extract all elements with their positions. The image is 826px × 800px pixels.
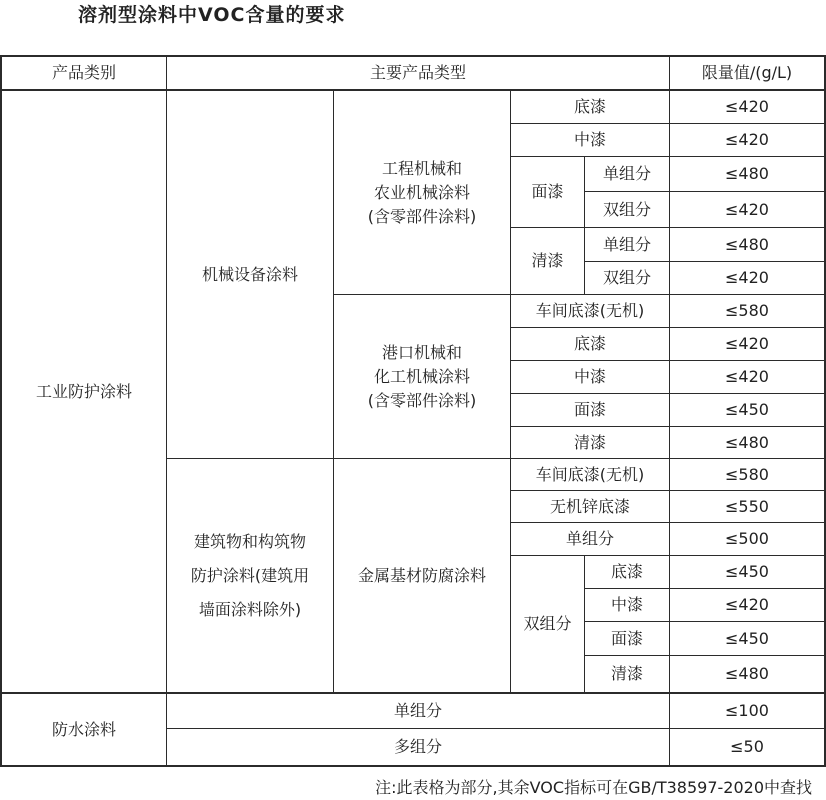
eng-topcoat-one-limit: ≤480 bbox=[725, 164, 769, 183]
building-line3: 墙面涂料除外) bbox=[198, 599, 302, 619]
eng-clear-one: 单组分 bbox=[602, 234, 651, 254]
eng-clear-one-limit: ≤480 bbox=[725, 234, 769, 254]
port-topcoat-limit: ≤450 bbox=[725, 400, 769, 419]
metal-shop-primer-limit: ≤580 bbox=[725, 464, 769, 484]
metal-two-mid: 中漆 bbox=[610, 595, 643, 614]
header-category: 产品类别 bbox=[51, 63, 116, 82]
port-machinery-line1: 港口机械和 bbox=[381, 342, 462, 362]
port-machinery-line3: (含零部件涂料) bbox=[367, 390, 477, 410]
waterproof-one-component: 单组分 bbox=[393, 701, 442, 720]
port-topcoat: 面漆 bbox=[573, 400, 606, 419]
metal-anticorrosion: 金属基材防腐涂料 bbox=[357, 565, 486, 585]
eng-primer: 底漆 bbox=[573, 97, 606, 116]
waterproof-one-component-limit: ≤100 bbox=[725, 701, 769, 720]
eng-clear-two-limit: ≤420 bbox=[725, 268, 769, 287]
metal-zinc-primer-limit: ≤550 bbox=[725, 496, 769, 516]
eng-clear-two: 双组分 bbox=[602, 268, 651, 287]
building-line2: 防护涂料(建筑用 bbox=[190, 565, 310, 585]
port-shop-primer: 车间底漆(无机) bbox=[535, 301, 645, 320]
metal-one-component-limit: ≤500 bbox=[725, 529, 769, 548]
port-primer: 底漆 bbox=[573, 334, 606, 353]
eng-topcoat-two: 双组分 bbox=[602, 199, 651, 219]
metal-zinc-primer: 无机锌底漆 bbox=[549, 496, 630, 516]
eng-topcoat-two-limit: ≤420 bbox=[725, 199, 769, 219]
table-line bbox=[0, 765, 826, 767]
metal-shop-primer: 车间底漆(无机) bbox=[535, 464, 645, 484]
metal-two-mid-limit: ≤420 bbox=[725, 595, 769, 614]
eng-primer-limit: ≤420 bbox=[725, 97, 769, 116]
port-shop-primer-limit: ≤580 bbox=[725, 301, 769, 320]
eng-mid-limit: ≤420 bbox=[725, 130, 769, 149]
waterproof-multi-component: 多组分 bbox=[393, 737, 442, 756]
eng-machinery-line1: 工程机械和 bbox=[381, 158, 462, 178]
metal-one-component: 单组分 bbox=[565, 529, 614, 548]
port-clear-limit: ≤480 bbox=[725, 432, 769, 452]
building-coatings-label bbox=[167, 459, 333, 692]
eng-machinery-line2: 农业机械涂料 bbox=[373, 182, 470, 202]
machinery-coatings: 机械设备涂料 bbox=[201, 264, 298, 284]
building-line1: 建筑物和构筑物 bbox=[193, 531, 306, 551]
eng-mid: 中漆 bbox=[573, 130, 606, 149]
port-mid-limit: ≤420 bbox=[725, 367, 769, 386]
metal-two-component: 双组分 bbox=[523, 614, 572, 633]
port-machinery-label bbox=[334, 295, 510, 458]
port-primer-limit: ≤420 bbox=[725, 334, 769, 353]
page-title: 溶剂型涂料中VOC含量的要求 bbox=[78, 4, 346, 26]
eng-machinery-line3: (含零部件涂料) bbox=[367, 206, 477, 226]
port-machinery-line2: 化工机械涂料 bbox=[373, 366, 470, 386]
metal-two-topcoat-limit: ≤450 bbox=[725, 628, 769, 648]
header-limit: 限量值/(g/L) bbox=[701, 63, 793, 82]
footnote: 注:此表格为部分,其余VOC指标可在GB/T38597-2020中查找 bbox=[375, 778, 812, 797]
eng-machinery-label bbox=[334, 91, 510, 294]
metal-two-clear: 清漆 bbox=[610, 664, 643, 683]
header-product-type: 主要产品类型 bbox=[369, 63, 466, 82]
port-mid: 中漆 bbox=[573, 367, 606, 386]
eng-clear: 清漆 bbox=[531, 251, 564, 270]
eng-topcoat-one: 单组分 bbox=[602, 164, 651, 183]
port-clear: 清漆 bbox=[573, 432, 606, 452]
metal-two-topcoat: 面漆 bbox=[610, 628, 643, 648]
category-waterproof: 防水涂料 bbox=[51, 719, 116, 739]
category-industrial: 工业防护涂料 bbox=[35, 381, 132, 401]
metal-two-primer-limit: ≤450 bbox=[725, 562, 769, 581]
waterproof-multi-component-limit: ≤50 bbox=[730, 737, 764, 756]
eng-topcoat: 面漆 bbox=[531, 182, 564, 201]
metal-two-primer: 底漆 bbox=[610, 562, 643, 581]
metal-two-clear-limit: ≤480 bbox=[725, 664, 769, 683]
